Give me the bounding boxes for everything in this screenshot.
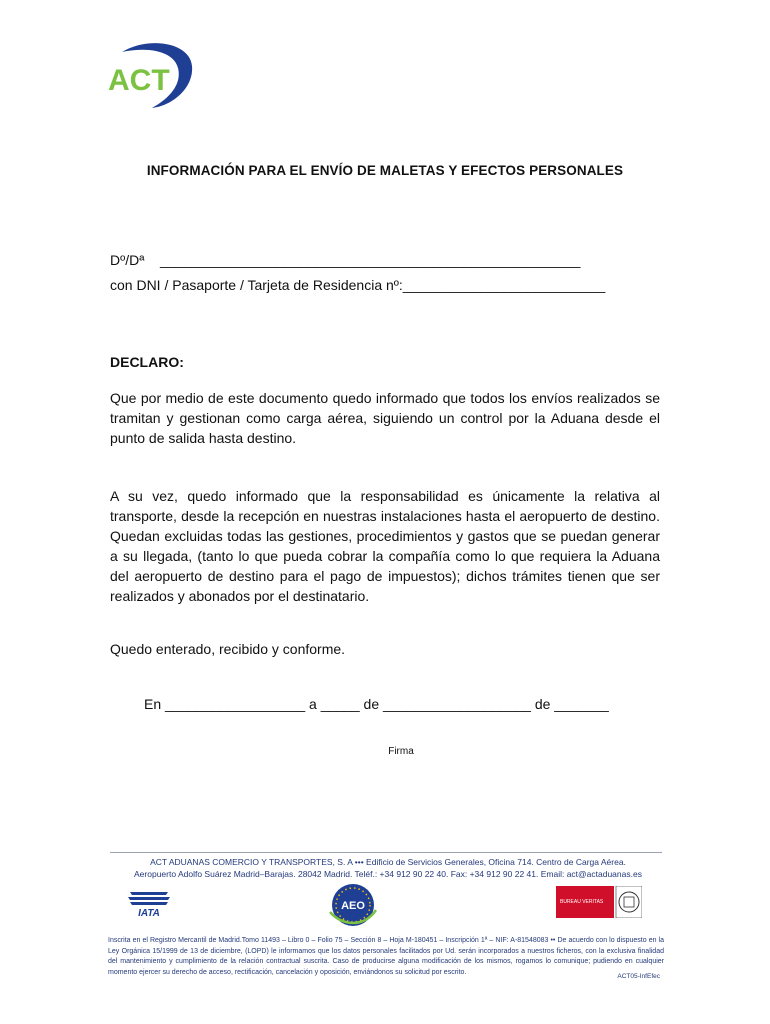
aeo-label: AEO [341, 900, 365, 912]
footer-divider [110, 852, 662, 853]
bureau-veritas-label: BUREAU VERITAS [560, 899, 604, 905]
document-code: ACT05-InfEfec [617, 973, 660, 980]
footer-address-line2: Aeropuerto Adolfo Suárez Madrid–Barajas. 28042 Madrid. Teléf.: +34 912 90 22 40. Fax: +34 912 90 22 41. Email: act@actaduanas.es [134, 869, 642, 879]
footer-legal-notice: Inscrita en el Registro Mercantil de Madrid.Tomo 11493 – Libro 0 – Folio 75 – Sección 8 – Hoja M-180451 – Inscripción 1ª – NIF: A-81548083 •• De acuerdo con lo dispuesto en la Ley Orgánica 15/1999 de 13 de diciembre, (LOPD) le informamos que los datos personales facilitados por Ud. serán incorporados a nuestros ficheros, con la exclusiva finalidad del mantenimiento y cumplimiento de la relación contractual suscrita. Caso de producirse alguna modificación de los mismos, rogamos lo comunique; pudiendo en cualquier momento ejercer su derecho de acceso, rectificación, cancelación y oposición, enviándonos su solicitud por escrito. [108, 937, 664, 976]
paragraph-agreement: Quedo enterado, recibido y conforme. [110, 641, 346, 657]
paragraph-customs: Que por medio de este documento quedo informado que todos los envíos realizados se tramitan y gestionan como carga aérea, siguiendo un control por la Aduana desde el punto de salida hasta destino. [110, 390, 660, 446]
aeo-seal [328, 882, 378, 928]
svg-text:ACT: ACT [108, 64, 170, 97]
bureau-veritas-badge [556, 886, 642, 918]
name-field-line[interactable]: Dº/Dª ______________________________________________________ [110, 252, 581, 268]
act-logo [108, 40, 194, 110]
document-title: INFORMACIÓN PARA EL ENVÍO DE MALETAS Y EFECTOS PERSONALES [146, 163, 624, 178]
signature-label: Firma [388, 746, 414, 757]
footer-address [108, 856, 668, 880]
iata-logo [126, 888, 172, 918]
declaro-heading: DECLARO: [110, 354, 184, 370]
iata-label: IATA [138, 908, 160, 918]
paragraph-responsibility: A su vez, quedo informado que la responsabilidad es únicamente la relativa al transporte, desde la recepción en nuestras instalaciones hasta el aeropuerto de destino. Quedan excluidas todas las gestiones, procedimientos y gastos que se puedan generar a su llegada, (tanto lo que pueda cobrar la compañía como lo que requiera la Aduana del aeropuerto de destino para el pago de impuestos); dichos trámites tienen que ser realizados y abonados por el destinatario. [110, 488, 660, 604]
id-field-line[interactable]: con DNI / Pasaporte / Tarjeta de Residencia nº:__________________________ [110, 277, 606, 293]
footer-address-line1: ACT ADUANAS COMERCIO Y TRANSPORTES, S. A ••• Edificio de Servicios Generales, Oficina 714. Centro de Carga Aérea. [150, 857, 626, 867]
place-date-line[interactable]: En __________________ a _____ de ___________________ de _______ [144, 696, 609, 712]
